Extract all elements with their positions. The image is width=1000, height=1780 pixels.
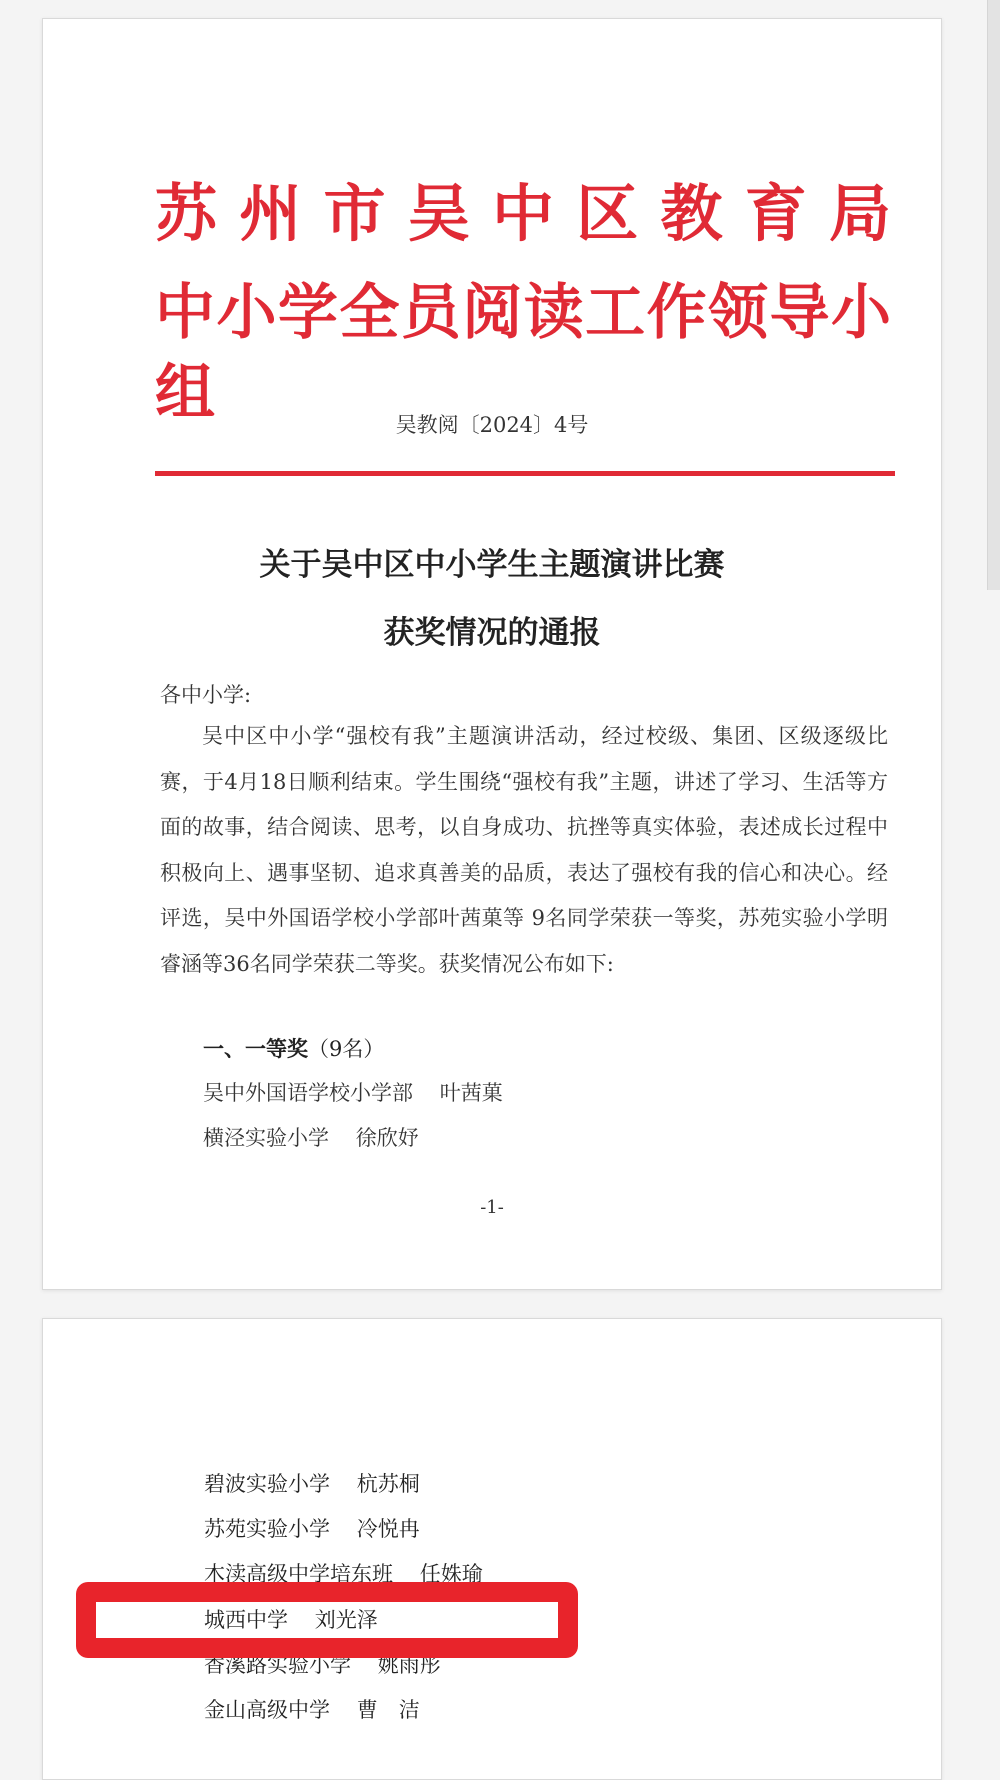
winner-school: 吴中外国语学校小学部: [203, 1081, 413, 1105]
document-title-line2: 获奖情况的通报: [383, 615, 601, 651]
salutation: 各中小学:: [160, 683, 252, 707]
winner-name: 任姝瑜: [419, 1562, 483, 1586]
winner-name: 姚雨彤: [377, 1653, 441, 1677]
highlighted-name: 刘光泽: [314, 1608, 378, 1632]
first-prize-label: 一、一等奖: [203, 1036, 308, 1061]
first-prize-heading: [203, 1033, 384, 1063]
document-page-2: [42, 1318, 942, 1780]
highlighted-winner-entry: [204, 1604, 378, 1634]
document-page-1: [42, 18, 942, 1290]
winner-entry: [204, 1513, 420, 1543]
winner-name: 徐欣妤: [355, 1126, 419, 1150]
winner-entry: [204, 1468, 420, 1498]
winner-school: 苏苑实验小学: [204, 1517, 330, 1541]
winner-school: 香溪路实验小学: [204, 1653, 351, 1677]
red-divider: [155, 471, 895, 476]
winner-name: 杭苏桐: [356, 1472, 420, 1496]
document-number: 吴教阅〔2024〕4号: [395, 413, 589, 437]
first-prize-count: （9名）: [308, 1037, 385, 1061]
issuer-header-line2: 中小学全员阅读工作领导小组: [155, 278, 891, 428]
winner-school: 木渎高级中学培东班: [204, 1562, 393, 1586]
winner-school: 金山高级中学: [204, 1698, 330, 1722]
scrollbar[interactable]: [987, 0, 1000, 590]
winner-entry: [203, 1122, 419, 1152]
winner-entry: [204, 1694, 420, 1724]
winner-entry: [203, 1077, 503, 1107]
winner-school: 横泾实验小学: [203, 1126, 329, 1150]
document-title-line1: 关于吴中区中小学生主题演讲比赛: [259, 547, 725, 583]
winner-name: 冷悦冉: [356, 1517, 420, 1541]
issuer-header-line1: 苏州市吴中区教育局: [155, 177, 891, 250]
highlighted-school: 城西中学: [204, 1608, 288, 1632]
winner-name: 曹 洁: [356, 1698, 420, 1722]
winner-school: 碧波实验小学: [204, 1472, 330, 1496]
body-paragraph: 吴中区中小学“强校有我”主题演讲活动，经过校级、集团、区级逐级比赛，于4月18日顺利结束。学生围绕“强校有我”主题，讲述了学习、生活等方面的故事，结合阅读、思考，以自身成功、抗挫等真实体验，表述成长过程中积极向上、遇事坚韧、追求真善美的品质，表达了强校有我的信心和决心。经评选，吴中外国语学校小学部叶茜菓等 9名同学荣获一等奖，苏苑实验小学明睿涵等36名同学荣获二等奖。获奖情况公布如下:: [160, 724, 888, 976]
page-number: -1-: [480, 1197, 504, 1218]
winner-name: 叶茜菓: [439, 1081, 503, 1105]
